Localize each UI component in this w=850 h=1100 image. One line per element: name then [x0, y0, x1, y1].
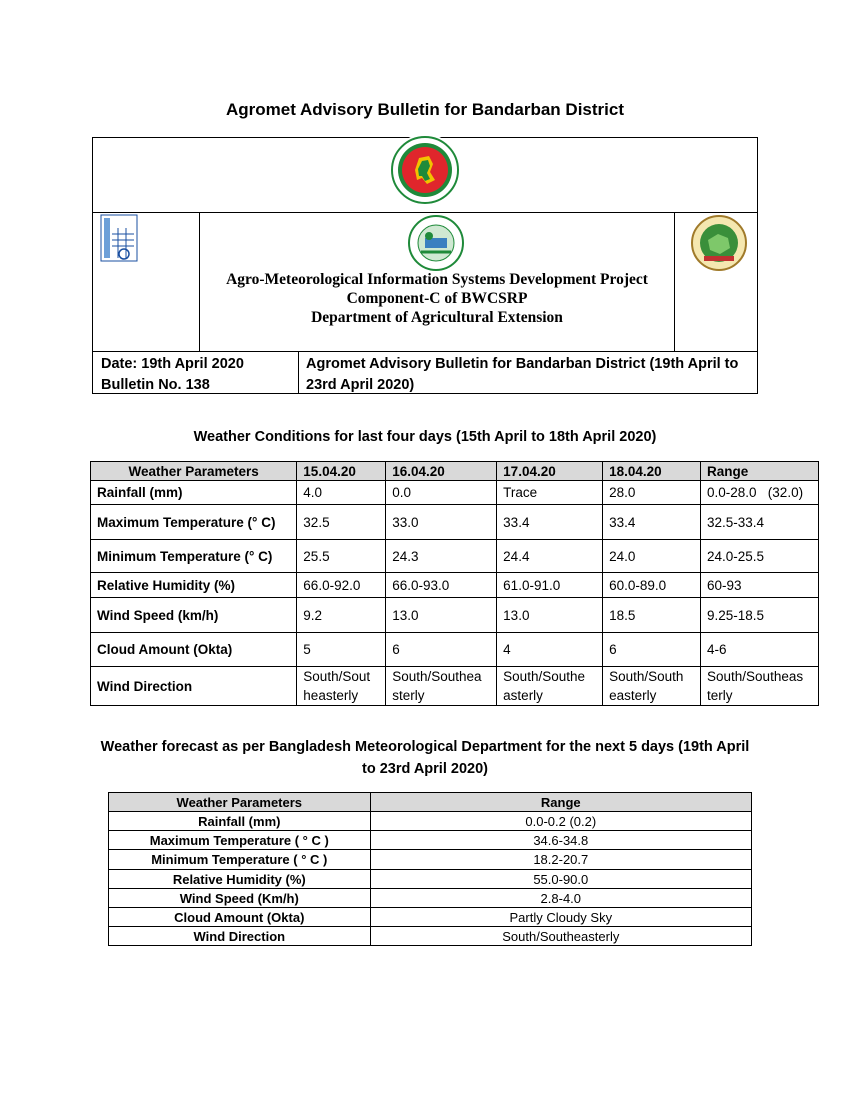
range-cell: 34.6-34.8 [370, 831, 751, 850]
range-cell: 55.0-90.0 [370, 870, 751, 889]
column-header: Range [701, 462, 819, 481]
table-row [91, 481, 819, 505]
range-cell: 4-6 [701, 633, 819, 667]
value-cell: 33.0 [386, 505, 497, 540]
range-cell: 60-93 [701, 573, 819, 598]
government-emblem-icon [389, 134, 461, 206]
range-cell: 0.0-28.0 (32.0) [701, 481, 819, 505]
value-cell: 60.0-89.0 [603, 573, 701, 598]
parameter-cell: Rainfall (mm) [109, 812, 371, 831]
value-cell: 5 [297, 633, 386, 667]
value-cell: Trace [497, 481, 603, 505]
range-cell: 0.0-0.2 (0.2) [370, 812, 751, 831]
value-cell: 66.0-92.0 [297, 573, 386, 598]
parameter-cell: Wind Direction [91, 667, 297, 706]
parameter-cell: Maximum Temperature ( ° C ) [109, 831, 371, 850]
project-logo-icon [100, 214, 138, 262]
header-divider [674, 212, 675, 351]
header-box [92, 137, 758, 394]
table-row [109, 889, 752, 908]
value-cell: South/South easterly [603, 667, 701, 706]
parameter-cell: Wind Speed (km/h) [91, 598, 297, 633]
value-cell: 13.0 [386, 598, 497, 633]
range-cell: South/Southeas terly [701, 667, 819, 706]
table-row [91, 540, 819, 573]
value-cell: 33.4 [497, 505, 603, 540]
range-cell: 18.2-20.7 [370, 850, 751, 870]
parameter-cell: Relative Humidity (%) [91, 573, 297, 598]
table-row [91, 573, 819, 598]
table-row [91, 633, 819, 667]
value-cell: 4.0 [297, 481, 386, 505]
range-cell: 2.8-4.0 [370, 889, 751, 908]
value-cell: 24.3 [386, 540, 497, 573]
parameter-cell: Relative Humidity (%) [109, 870, 371, 889]
header-divider [93, 212, 757, 213]
table-row [91, 505, 819, 540]
value-cell: 61.0-91.0 [497, 573, 603, 598]
document-title: Agromet Advisory Bulletin for Bandarban District [226, 100, 624, 119]
range-cell: South/Southeasterly [370, 927, 751, 946]
parameter-cell: Minimum Temperature ( ° C ) [109, 850, 371, 870]
table-row [109, 927, 752, 946]
project-component: Component-C of BWCSRP [346, 290, 528, 307]
forecast-heading: Weather forecast as per Bangladesh Meteorological Department for the next 5 days (19th April to 23rd April 2020) [100, 739, 750, 777]
value-cell: 9.2 [297, 598, 386, 633]
column-header: 17.04.20 [497, 462, 603, 481]
bulletin-date: Date: 19th April 2020 [101, 356, 244, 372]
table-row [109, 831, 752, 850]
value-cell: 24.0 [603, 540, 701, 573]
bulletin-number: Bulletin No. 138 [101, 377, 210, 393]
range-cell: 24.0-25.5 [701, 540, 819, 573]
value-cell: 6 [386, 633, 497, 667]
column-header: 18.04.20 [603, 462, 701, 481]
value-cell: 66.0-93.0 [386, 573, 497, 598]
parameter-cell: Rainfall (mm) [91, 481, 297, 505]
value-cell: South/Southe asterly [497, 667, 603, 706]
range-cell: Partly Cloudy Sky [370, 908, 751, 927]
parameter-cell: Wind Direction [109, 927, 371, 946]
table-header-row [91, 462, 819, 481]
table-header-row [109, 793, 752, 812]
parameter-cell: Wind Speed (Km/h) [109, 889, 371, 908]
parameter-cell: Minimum Temperature (° C) [91, 540, 297, 573]
table-row [109, 850, 752, 870]
date-block [101, 354, 244, 396]
district-seal-icon [690, 214, 748, 272]
value-cell: 28.0 [603, 481, 701, 505]
table-row [91, 598, 819, 633]
value-cell: South/Sout heasterly [297, 667, 386, 706]
dae-logo-icon [407, 214, 465, 272]
value-cell: 25.5 [297, 540, 386, 573]
column-header: Weather Parameters [109, 793, 371, 812]
table-row [109, 870, 752, 889]
forecast-table [108, 792, 752, 946]
value-cell: 6 [603, 633, 701, 667]
range-cell: 9.25-18.5 [701, 598, 819, 633]
value-cell: 18.5 [603, 598, 701, 633]
project-name: Agro-Meteorological Information Systems Development Project [226, 271, 648, 288]
project-department: Department of Agricultural Extension [311, 309, 563, 326]
header-divider [93, 351, 757, 352]
parameter-cell: Maximum Temperature (° C) [91, 505, 297, 540]
value-cell: 32.5 [297, 505, 386, 540]
table-row [91, 667, 819, 706]
parameter-cell: Cloud Amount (Okta) [91, 633, 297, 667]
value-cell: 0.0 [386, 481, 497, 505]
column-header: 15.04.20 [297, 462, 386, 481]
parameter-cell: Cloud Amount (Okta) [109, 908, 371, 927]
value-cell: 4 [497, 633, 603, 667]
value-cell: 33.4 [603, 505, 701, 540]
bulletin-title: Agromet Advisory Bulletin for Bandarban District (19th April to 23rd April 2020) [306, 356, 739, 393]
column-header: Weather Parameters [91, 462, 297, 481]
conditions-table [90, 461, 819, 706]
column-header: Range [370, 793, 751, 812]
table-row [109, 812, 752, 831]
value-cell: 24.4 [497, 540, 603, 573]
header-divider [298, 351, 299, 394]
conditions-heading: Weather Conditions for last four days (15th April to 18th April 2020) [193, 429, 657, 445]
value-cell: 13.0 [497, 598, 603, 633]
project-info [201, 270, 673, 327]
range-cell: 32.5-33.4 [701, 505, 819, 540]
column-header: 16.04.20 [386, 462, 497, 481]
header-divider [199, 212, 200, 351]
table-row [109, 908, 752, 927]
value-cell: South/Southea sterly [386, 667, 497, 706]
